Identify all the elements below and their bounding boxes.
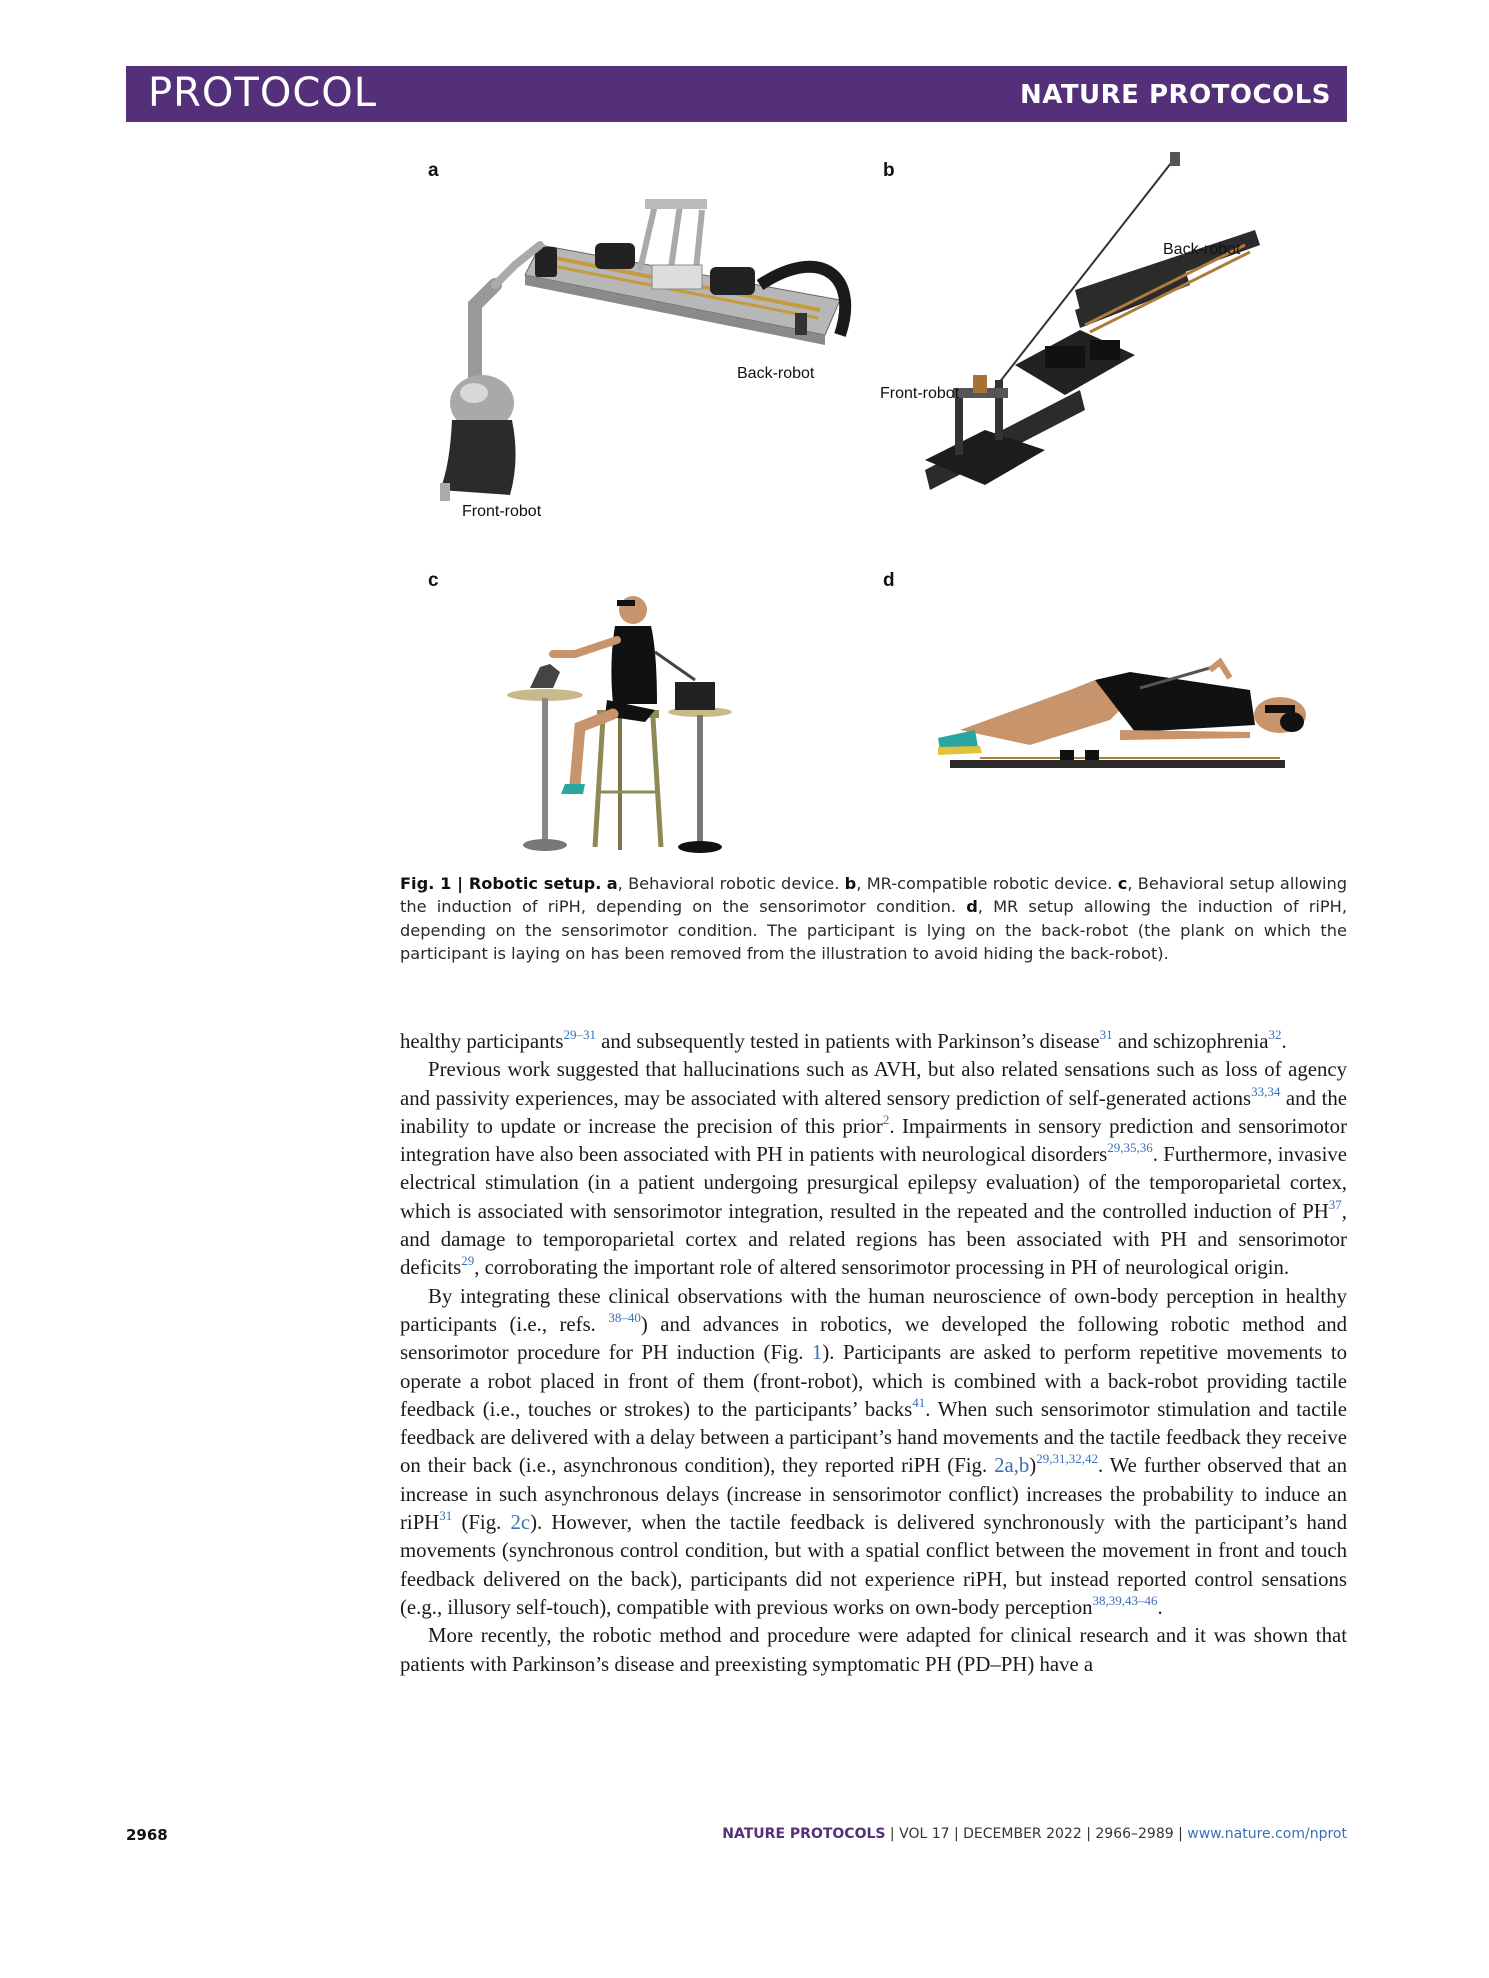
footer-separator: | [949, 1826, 964, 1842]
caption-text-d: , MR setup allowing the induction of riPH, depending on the sensorimotor condition. The participant is lying on the back-robot (the plank on which the participant is laying on has been removed from the illustration to avoid hiding the back-robot). [400, 897, 1347, 963]
citation-ref[interactable]: 31 [1099, 1027, 1113, 1042]
paragraph-1 [400, 1028, 1347, 1056]
panel-letter-d: d [883, 570, 895, 591]
panel-letter-b: b [883, 160, 895, 181]
footer-date: DECEMBER 2022 [963, 1826, 1082, 1842]
footer-separator: | [1173, 1826, 1188, 1842]
text-span: . [1157, 1595, 1163, 1619]
text-span: ) and advances in robotics, we developed the following robotic method and sensorimotor procedure for PH induction (Fig. [400, 1312, 1347, 1365]
panel-b-back-robot-label: Back-robot [1163, 241, 1241, 258]
citation-ref[interactable]: 33,34 [1251, 1083, 1281, 1099]
footer-pages: 2966–2989 [1095, 1826, 1174, 1842]
panel-c-illustration [505, 592, 740, 857]
citation-ref[interactable]: 29,31,32,42 [1036, 1451, 1098, 1467]
paragraph-2 [400, 1056, 1347, 1282]
panel-b-illustration [925, 150, 1265, 495]
text-span: , corroborating the important role of altered sensorimotor processing in PH of neurological origin. [474, 1256, 1290, 1280]
citation-ref[interactable]: 31 [439, 1508, 453, 1524]
citation-ref[interactable]: 2 [882, 1111, 890, 1127]
footer-separator: | [1081, 1826, 1096, 1842]
text-span: and the inability to update or increase the precision of this prior [400, 1086, 1347, 1138]
footer-separator: | [885, 1826, 900, 1842]
figure-link[interactable]: 1 [811, 1341, 823, 1365]
figure-link[interactable]: 2a,b [994, 1454, 1030, 1478]
citation-ref[interactable]: 29–31 [563, 1027, 596, 1042]
caption-letter-c: c [1117, 874, 1128, 893]
footer-volume: VOL 17 [899, 1826, 950, 1842]
caption-text-c: , Behavioral setup allowing the induction of riPH, depending on the sensorimotor condition. [400, 874, 1347, 917]
footer-citation [722, 1826, 1347, 1842]
panel-letter-a: a [428, 160, 439, 181]
panel-letter-c: c [428, 570, 439, 591]
panel-d-illustration [920, 650, 1330, 780]
text-span: ). Participants are asked to perform repetitive movements to operate a robot placed in front of them (front-robot), which is combined with a back-robot providing tactile feedback (i.e., touches or strokes) to the participants’ backs [400, 1341, 1348, 1421]
figure-caption [400, 872, 1347, 965]
text-span: and subsequently tested in patients with Parkinson’s disease [595, 1030, 1100, 1053]
text-span: . Impairments in sensory prediction and sensorimotor integration have also been associated with PH in patients with neurological disorders [400, 1114, 1347, 1167]
panel-a-back-robot-label: Back-robot [737, 365, 815, 382]
text-span: ) [1029, 1454, 1037, 1478]
text-span: . We further observed that an increase in such asynchronous delays (increase in sensorimotor conflict) increases the probability to induce an riPH [400, 1454, 1348, 1535]
text-span: . When such sensorimotor stimulation and tactile feedback are delivered with a delay between a participant’s hand movements and the tactile feedback they receive on their back (i.e., asynchronous condition), they reported riPH (Fig. [400, 1397, 1348, 1478]
article-body [400, 1028, 1347, 1679]
citation-ref[interactable]: 38–40 [608, 1309, 641, 1325]
citation-ref[interactable]: 29 [461, 1253, 475, 1269]
citation-ref[interactable]: 38,39,43–46 [1092, 1592, 1158, 1608]
caption-text-b: , MR-compatible robotic device. [856, 874, 1118, 893]
text-span: Previous work suggested that hallucinations such as AVH, but also related sensations such as loss of agency and passivity experiences, may be associated with altered sensory prediction of self-generated actions [400, 1058, 1347, 1110]
figure-link[interactable]: 2c [510, 1511, 531, 1535]
caption-letter-a: a [606, 874, 618, 893]
text-span: and schizophrenia [1112, 1030, 1269, 1053]
journal-header-bar [126, 66, 1347, 122]
citation-ref[interactable]: 29,35,36 [1107, 1140, 1153, 1156]
text-span: . [1281, 1030, 1287, 1053]
text-span: By integrating these clinical observations with the human neuroscience of own-body perception in healthy participants (i.e., refs. [400, 1284, 1347, 1336]
text-span: More recently, the robotic method and procedure were adapted for clinical research and it was shown that patients with Parkinson’s disease and preexisting symptomatic PH (PD–PH) have a [400, 1624, 1347, 1676]
footer-url-link[interactable]: www.nature.com/nprot [1187, 1826, 1347, 1842]
panel-b-front-robot-label: Front-robot [880, 385, 960, 402]
citation-ref[interactable]: 41 [912, 1394, 926, 1410]
paragraph-3 [400, 1283, 1347, 1623]
journal-name: NATURE PROTOCOLS [1019, 80, 1331, 110]
text-span: ). However, when the tactile feedback is delivered synchronously with the participant’s hand movements (synchronous control condition, but with a spatial conflict between the movement in front and touch feedback delivered on the back), participants did not experience riPH, but instead reported control sensations (e.g., illusory self-touch), compatible with previous works on own-body perception [400, 1511, 1347, 1619]
citation-ref[interactable]: 32 [1268, 1027, 1282, 1042]
panel-a-front-robot-label: Front-robot [462, 503, 542, 520]
paragraph-4 [400, 1622, 1347, 1679]
caption-letter-b: b [844, 874, 857, 893]
page-number: 2968 [126, 1826, 168, 1844]
figure-label: Fig. 1 | Robotic setup. [400, 874, 602, 893]
section-title: PROTOCOL [148, 70, 378, 116]
text-span: (Fig. [452, 1511, 511, 1535]
panel-a-illustration [440, 185, 860, 515]
footer-journal: NATURE PROTOCOLS [722, 1826, 886, 1842]
text-span: healthy participants [400, 1030, 564, 1053]
caption-letter-d: d [966, 897, 978, 917]
text-span: , and damage to temporoparietal cortex and related regions has been associated with PH and sensorimotor deficits [400, 1199, 1347, 1280]
citation-ref[interactable]: 37 [1328, 1196, 1342, 1212]
text-span: . Furthermore, invasive electrical stimulation (in a patient undergoing presurgical epilepsy evaluation) of the temporoparietal cortex, which is associated with sensorimotor integration, resulted in the repeated and the controlled induction of PH [400, 1143, 1348, 1223]
caption-text-a: , Behavioral robotic device. [617, 874, 845, 893]
